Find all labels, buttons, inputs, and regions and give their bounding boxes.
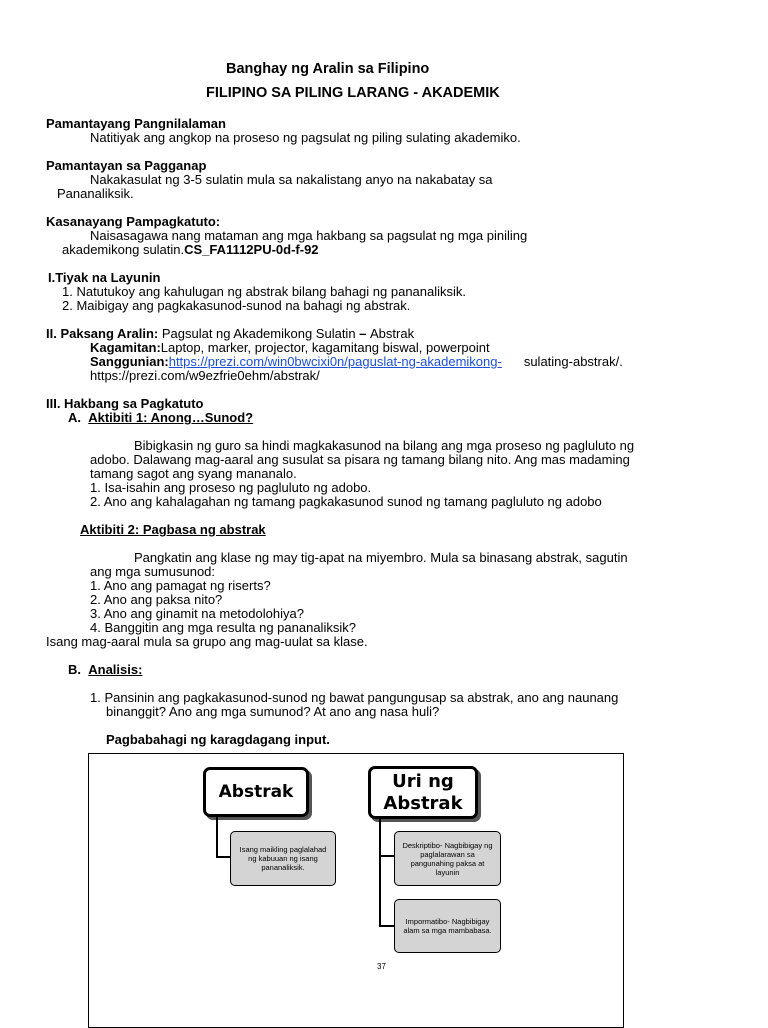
performance-standard-line1: Nakakasulat ng 3-5 sulatin mula sa nakalistang anyo na nakabatay sa xyxy=(90,172,493,187)
subject-matter-prefix: Pagsulat ng Akademikong Sulatin xyxy=(161,326,356,341)
connector-line xyxy=(379,925,395,927)
activity1-paragraph-line3: tamang sagot ang syang mananalo. xyxy=(90,466,297,481)
activity2-item: 1. Ano ang pamagat ng riserts? xyxy=(90,578,271,593)
activity2-item: 2. Ano ang paksa nito? xyxy=(90,592,223,607)
reference-link[interactable]: https://prezi.com/win0bwcixi0n/paguslat-ng-akademikong- xyxy=(168,354,502,369)
page-number: 37 xyxy=(377,962,386,971)
analysis-item-line1: 1. Pansinin ang pagkakasunod-sunod ng bawat pangungusap sa abstrak, ano ang naunang xyxy=(90,690,619,705)
connector-line xyxy=(379,819,381,927)
reference-continuation: sulating-abstrak/. xyxy=(523,354,623,369)
competency-line2 xyxy=(62,242,319,257)
analysis-item-line2: binanggit? Ano ang mga sumunod? At ano ang nasa huli? xyxy=(106,704,440,719)
lesson-plan-title: Banghay ng Aralin sa Filipino xyxy=(226,61,430,77)
subject-matter-suffix: Abstrak xyxy=(370,326,415,341)
content-standard-text: Natitiyak ang angkop na proseso ng pagsulat ng piling sulating akademiko. xyxy=(90,130,521,145)
references-line xyxy=(90,354,623,369)
references-label: Sanggunian: xyxy=(90,354,169,369)
content-standard-label: Pamantayang Pangnilalaman xyxy=(46,116,226,131)
performance-standard-label: Pamantayan sa Pagganap xyxy=(46,158,207,173)
connector-line xyxy=(216,817,218,858)
additional-input-label: Pagbabahagi ng karagdagang input. xyxy=(106,732,330,747)
uri-ng-abstrak-box: Uri ng Abstrak xyxy=(368,766,478,819)
activity2-paragraph-line2: ang mga sumusunod: xyxy=(90,564,216,579)
subject-title: FILIPINO SA PILING LARANG - AKADEMIK xyxy=(206,85,500,101)
materials-line xyxy=(90,340,490,355)
performance-standard-line2: Pananaliksik. xyxy=(57,186,134,201)
subject-matter-dash: – xyxy=(355,326,371,341)
activity2-paragraph-line1: Pangkatin ang klase ng may tig-apat na miyembro. Mula sa binasang abstrak, sagutin xyxy=(134,550,628,565)
subject-matter-line xyxy=(46,326,414,341)
activity1-title: Aktibiti 1: Anong…Sunod? xyxy=(88,410,254,425)
objective-item: 2. Maibigay ang pagkakasunod-sunod na bahagi ng abstrak. xyxy=(62,298,411,313)
materials-label: Kagamitan: xyxy=(90,340,161,355)
abstrak-definition-box: Isang maikling paglalahad ng kabuuan ng isang pananaliksik. xyxy=(230,831,336,886)
activity1-paragraph-line1: Bibigkasin ng guro sa hindi magkakasunod na bilang ang mga proseso ng pagluluto ng xyxy=(134,438,635,453)
deskriptibo-box: Deskriptibo- Nagbibigay ng paglalarawan sa pangunahing paksa at layunin xyxy=(394,831,501,886)
competency-label: Kasanayang Pampagkatuto: xyxy=(46,214,221,229)
subject-matter-label: II. Paksang Aralin: xyxy=(46,326,159,341)
activity2-title: Aktibiti 2: Pagbasa ng abstrak xyxy=(80,522,266,537)
activity2-item: 3. Ano ang ginamit na metodolohiya? xyxy=(90,606,304,621)
impormatibo-box: Impormatibo- Nagbibigay alam sa mga mambabasa. xyxy=(394,899,501,953)
activity2-closing: Isang mag-aaral mula sa grupo ang mag-uulat sa klase. xyxy=(46,634,368,649)
procedure-label: III. Hakbang sa Pagkatuto xyxy=(46,396,204,411)
objectives-label: I.Tiyak na Layunin xyxy=(48,270,161,285)
competency-text: akademikong sulatin. xyxy=(62,242,185,257)
competency-line1: Naisasagawa nang mataman ang mga hakbang sa pagsulat ng mga piniling xyxy=(90,228,528,243)
activity1-letter: A. xyxy=(68,410,81,425)
connector-line xyxy=(379,855,395,857)
materials-text: Laptop, marker, projector, kagamitang biswal, powerpoint xyxy=(160,340,490,355)
activity1-paragraph-line2: adobo. Dalawang mag-aaral ang susulat sa pisara ng tamang bilang nito. Ang mas madaming xyxy=(90,452,630,467)
activity1-heading xyxy=(68,410,253,425)
analysis-heading xyxy=(68,662,142,677)
activity1-item: 1. Isa-isahin ang proseso ng pagluluto ng adobo. xyxy=(90,480,372,495)
abstract-diagram xyxy=(88,753,624,1028)
reference-second: https://prezi.com/w9ezfrie0ehm/abstrak/ xyxy=(90,368,320,383)
activity2-item: 4. Banggitin ang mga resulta ng pananaliksik? xyxy=(90,620,356,635)
activity1-item: 2. Ano ang kahalagahan ng tamang pagkakasunod sunod ng tamang pagluluto ng adobo xyxy=(90,494,602,509)
objective-item: 1. Natutukoy ang kahulugan ng abstrak bilang bahagi ng pananaliksik. xyxy=(62,284,467,299)
abstrak-box: Abstrak xyxy=(203,767,309,817)
analysis-letter: B. xyxy=(68,662,81,677)
analysis-title: Analisis: xyxy=(88,662,143,677)
competency-code: CS_FA1112PU-0d-f-92 xyxy=(184,242,319,257)
